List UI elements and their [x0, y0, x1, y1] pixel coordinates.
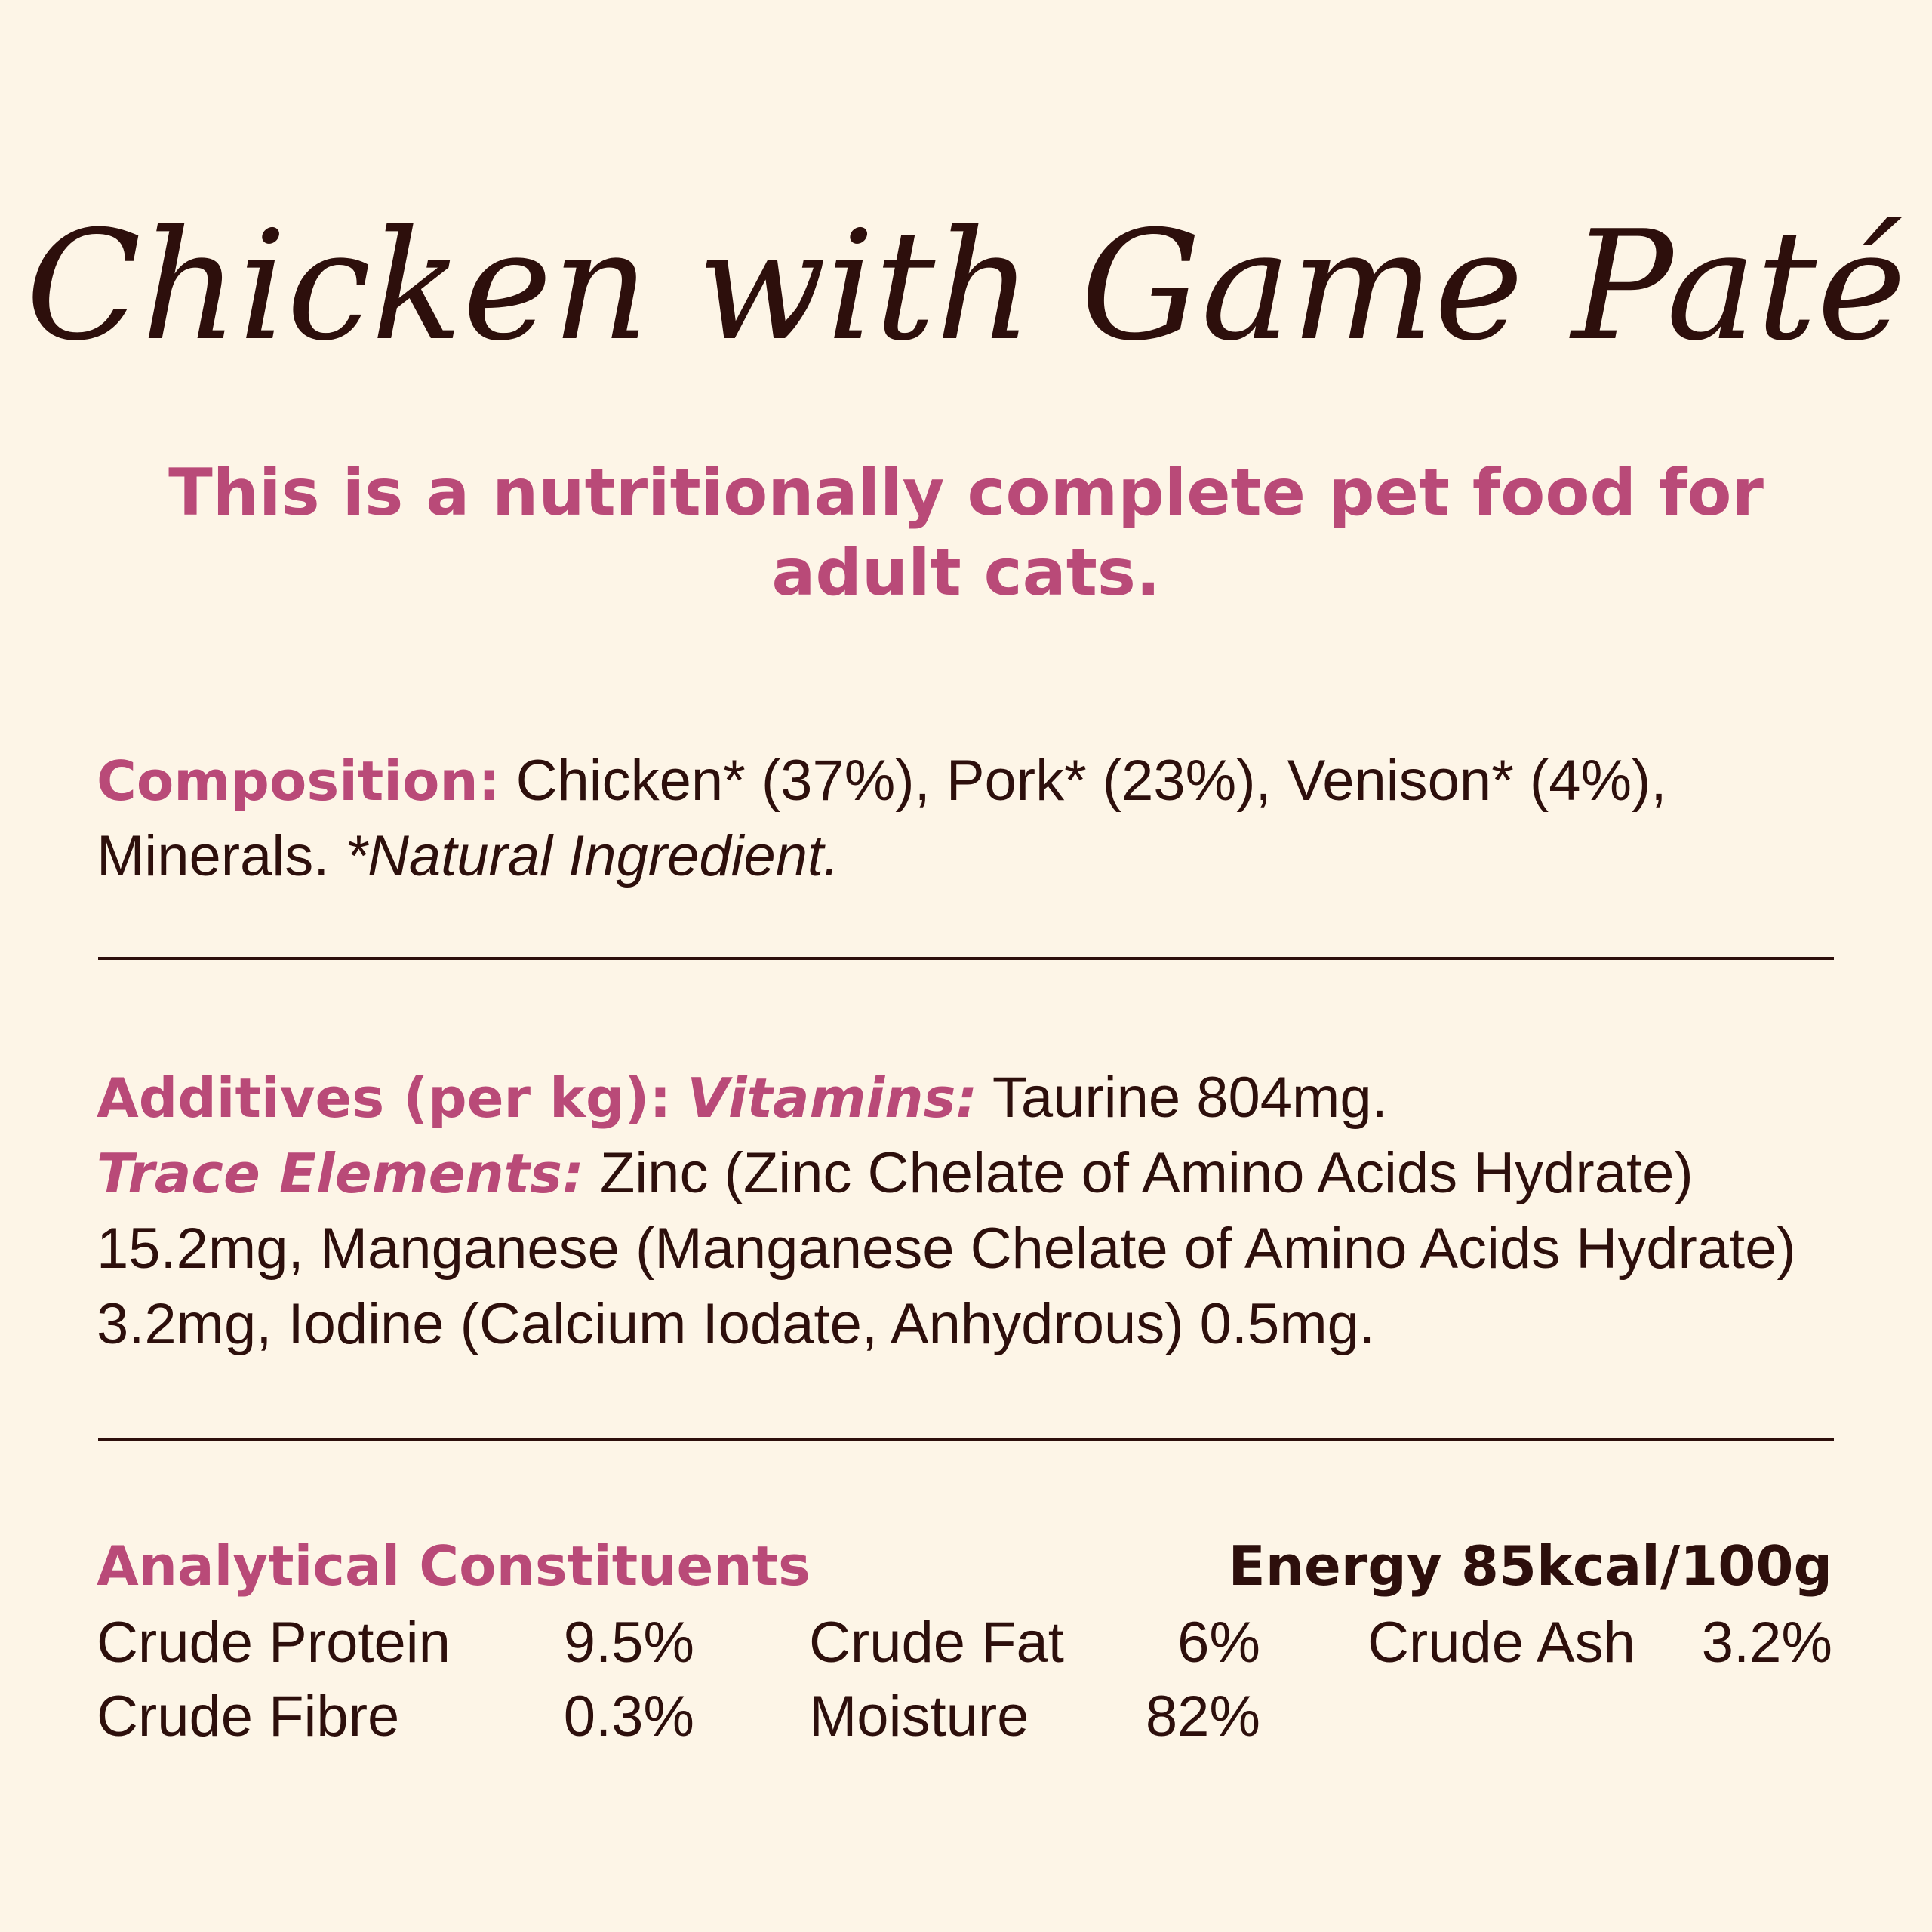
composition-section	[97, 743, 1832, 894]
nutrition-statement: This is a nutritionally complete pet food for adult cats.	[168, 455, 1764, 611]
vitamins-label: Vitamins:	[687, 1066, 978, 1130]
constituent-name: Crude Fibre	[97, 1684, 400, 1749]
divider-2	[98, 1438, 1834, 1441]
constituent-value: 82%	[1145, 1684, 1260, 1749]
constituent-name: Crude Ash	[1367, 1611, 1635, 1675]
additives-label: Additives (per kg):	[97, 1066, 672, 1130]
constituent-value: 3.2%	[1701, 1611, 1832, 1675]
analytical-title: Analytical Constituents	[97, 1534, 811, 1598]
vitamins-text: Taurine 804mg.	[977, 1066, 1388, 1130]
trace-elements-text: Zinc (Zinc Chelate of Amino Acids Hydrate) 15.2mg, Manganese (Manganese Chelate of Amino Acids Hydrate) 3.2mg, Iodine (Calcium Iodate, Anhydrous) 0.5mg.	[97, 1141, 1796, 1356]
constituent-name: Crude Fat	[809, 1611, 1064, 1675]
divider-1	[98, 957, 1834, 960]
composition-text: Chicken* (37%), Pork* (23%), Venison* (4%), Minerals.	[97, 749, 1667, 888]
analytical-header	[97, 1528, 1832, 1604]
constituent-value: 6%	[1177, 1611, 1260, 1675]
additives-section	[97, 1060, 1832, 1362]
constituent-name: Moisture	[809, 1684, 1029, 1749]
constituent-value: 9.5%	[563, 1611, 694, 1675]
natural-ingredient-note: *Natural Ingredient.	[345, 824, 840, 888]
product-title: Chicken with Game Paté	[26, 198, 1906, 374]
trace-elements-label: Trace Elements:	[97, 1142, 584, 1205]
constituent-name: Crude Protein	[97, 1611, 451, 1675]
energy-value: Energy 85kcal/100g	[1228, 1534, 1832, 1598]
composition-label: Composition:	[97, 749, 500, 813]
constituent-value: 0.3%	[563, 1684, 694, 1749]
